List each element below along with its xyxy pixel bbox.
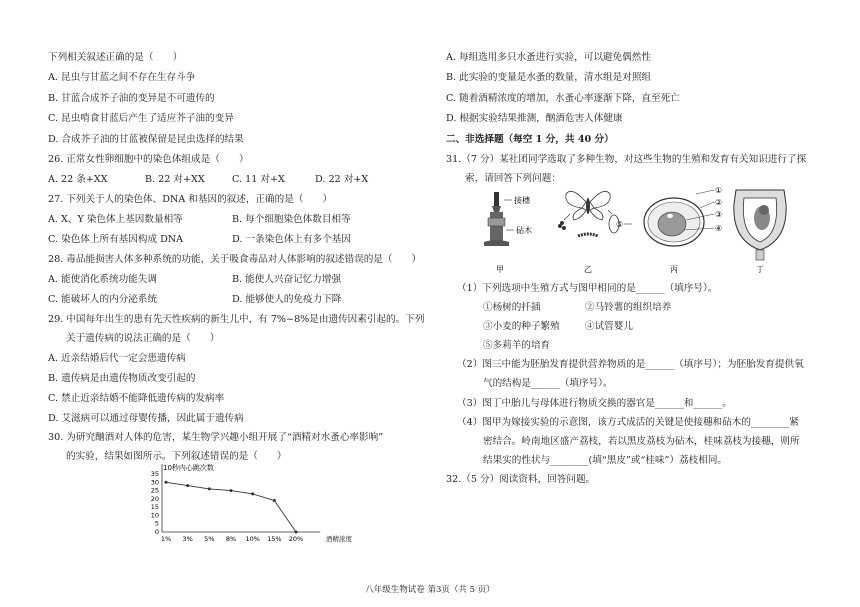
q28-option-d: D. 能够使人的免疫力下降 — [232, 294, 342, 305]
reproduction-figure — [474, 184, 794, 276]
q25-option-c: C. 昆虫啃食甘蓝后产生了适应芥子油的变异 — [48, 113, 234, 124]
data-point — [186, 484, 189, 487]
caption-yi: 乙 — [584, 265, 592, 274]
q25-stem: 下列相关叙述正确的是（ ） — [48, 52, 183, 63]
x-tick-label: 20% — [288, 535, 304, 543]
q28-option-a: A. 能使消化系统功能失调 — [48, 274, 157, 285]
q31-stem: 31.（7 分）某社团同学选取了多种生物，对这些生物的生殖和发育有关知识进行了探 — [446, 154, 807, 165]
q30-option-a: A. 每组选用多只水蚤进行实验，可以避免偶然性 — [446, 52, 651, 63]
y-tick-label: 15 — [150, 503, 159, 512]
data-point — [295, 531, 298, 534]
q31-4: （4）图甲为嫁接实验的示意图，该方式成活的关键是使接穗和砧木的________紧 — [457, 417, 799, 428]
q29-stem: 29. 中国每年出生的患有先天性疾病的新生儿中，有 7%~8%是由遗传因素引起的。下列 — [48, 314, 425, 325]
data-point — [208, 487, 211, 490]
q29-option-c: C. 禁止近亲结婚不能降低遗传病的发病率 — [48, 393, 225, 404]
x-axis-label: 酒精浓度 — [326, 535, 352, 543]
q25-option-a: A. 昆虫与甘蓝之间不存在生存斗争 — [48, 72, 196, 83]
y-tick-label: 0 — [154, 528, 159, 536]
grafting-diagram — [484, 192, 532, 246]
y-tick-label: 35 — [150, 470, 159, 478]
x-tick-label: 15% — [267, 535, 282, 543]
data-point — [251, 492, 254, 495]
data-point — [165, 481, 168, 484]
data-point — [230, 489, 233, 492]
fig-num-3: ③ — [715, 210, 723, 219]
q31-2-cont: 气的结构是______（填序号）。 — [483, 378, 613, 389]
caption-bing: 丙 — [670, 265, 678, 274]
fig-num-4: ④ — [715, 224, 723, 233]
fig-num-1: ① — [715, 186, 723, 195]
fetus-uterus-diagram — [734, 190, 786, 260]
y-tick-label: 10 — [150, 511, 159, 520]
q32-stem: 32.（5 分）阅读资料，回答问题。 — [446, 474, 596, 485]
q31-1: （1）下列选项中生殖方式与图甲相同的是______（填序号）。 — [457, 283, 718, 294]
y-tick-label: 25 — [150, 486, 159, 495]
x-tick-label: 5% — [204, 535, 215, 543]
q31-stem-cont: 索，请回答下列问题： — [465, 173, 561, 184]
section-heading: 二、非选择题（每空 1 分，共 40 分） — [446, 134, 614, 145]
q29-option-a: A. 近亲结婚后代一定会患遗传病 — [48, 353, 186, 364]
heart-rate-chart — [132, 462, 352, 547]
q31-4-cont1: 密结合。岭南地区盛产荔枝，若以黑皮荔枝为砧木，桂味荔枝为接穗，则所 — [483, 436, 800, 447]
q27-option-d: D. 一条染色体上有多个基因 — [232, 234, 351, 245]
q26-stem: 26. 正常女性卵细胞中的染色体组成是（ ） — [48, 154, 249, 165]
q27-option-b: B. 每个细胞染色体数目相等 — [232, 214, 351, 225]
q31-1-option-1: ①杨树的扦插 — [483, 302, 541, 313]
x-tick-label: 3% — [182, 535, 193, 543]
q30-option-c: C. 随着酒精浓度的增加，水蚤心率逐渐下降，直至死亡 — [446, 93, 680, 104]
y-tick-label: 5 — [154, 519, 159, 528]
q30-option-d: D. 根据实验结果推测，酗酒危害人体健康 — [446, 113, 623, 124]
q28-stem: 28. 毒品能损害人体多种系统的功能，关于吸食毒品对人体影响的叙述错误的是（ ） — [48, 254, 422, 265]
caption-ding: 丁 — [756, 265, 764, 274]
label-jiesui: 接穗 — [514, 196, 530, 205]
q29-option-b: B. 遗传病是由遗传物质改变引起的 — [48, 373, 196, 384]
q31-2: （2）图三中能为胚胎发育提供营养物质的是______（填序号）；为胚胎发育提供氧 — [457, 359, 804, 370]
fig-num-2: ② — [715, 198, 723, 207]
q31-1-option-5: ⑤多莉羊的培育 — [483, 340, 551, 351]
fig-num-5: ⑤ — [616, 220, 624, 229]
q31-1-option-2: ②马铃薯的组织培养 — [585, 302, 672, 313]
q27-stem: 27. 下列关于人的染色体、DNA 和基因的叙述，正确的是（ ） — [48, 194, 333, 205]
label-zhenmu: 砧木 — [516, 226, 532, 235]
x-tick-label: 10% — [245, 535, 260, 543]
q30-stem-cont: 的实验，结果如图所示。下列叙述错误的是（ ） — [66, 451, 287, 462]
egg-structure-diagram — [644, 186, 722, 246]
y-axis-label: 10秒内心跳次数 — [163, 464, 214, 472]
q31-1-option-3: ③小麦的种子繁殖 — [483, 321, 560, 332]
q27-option-c: C. 染色体上所有基因构成 DNA — [48, 234, 184, 245]
q31-1-option-4: ④试管婴儿 — [585, 321, 633, 332]
q26-option-b: B. 22 对+XX — [145, 174, 205, 185]
y-tick-label: 20 — [150, 494, 159, 503]
data-point — [273, 499, 276, 502]
q26-option-c: C. 11 对+X — [232, 174, 285, 185]
q27-option-a: A. X、Y 染色体上基因数量相等 — [48, 214, 183, 225]
q30-option-b: B. 此实验的变量是水蚤的数量，清水组是对照组 — [446, 72, 652, 83]
x-tick-label: 8% — [225, 535, 237, 543]
q26-option-d: D. 22 对+X — [315, 174, 369, 185]
q29-stem-cont: 关于遗传病的说法正确的是（ ） — [66, 333, 220, 344]
q31-3: （3）图丁中胎儿与母体进行物质交换的器官是______和______。 — [457, 398, 732, 409]
y-tick-label: 30 — [150, 478, 159, 487]
caption-jia: 甲 — [496, 265, 504, 274]
page-footer: 八年级生物试卷 第3页（共 5 页） — [365, 585, 495, 595]
q29-option-d: D. 艾滋病可以通过母婴传播，因此属于遗传病 — [48, 413, 244, 424]
q25-option-d: D. 合成芥子油的甘蓝被保留是昆虫选择的结果 — [48, 134, 244, 145]
q26-option-a: A. 22 条+XX — [48, 174, 108, 185]
q25-option-b: B. 甘蓝合成芥子油的变异是不可遗传的 — [48, 93, 215, 104]
q31-4-cont2: 结果实的性状与________(填“黑皮”或“桂味”）荔枝相同。 — [483, 455, 728, 466]
silkworm-lifecycle-diagram — [558, 191, 632, 236]
q30-stem: 30. 为研究酗酒对人体的危害，某生物学兴趣小组开展了“酒精对水蚤心率影响” — [48, 432, 384, 443]
q28-option-c: C. 能破坏人的内分泌系统 — [48, 294, 158, 305]
x-tick-label: 1% — [160, 535, 172, 543]
q28-option-b: B. 能使人兴奋记忆力增强 — [232, 274, 342, 285]
